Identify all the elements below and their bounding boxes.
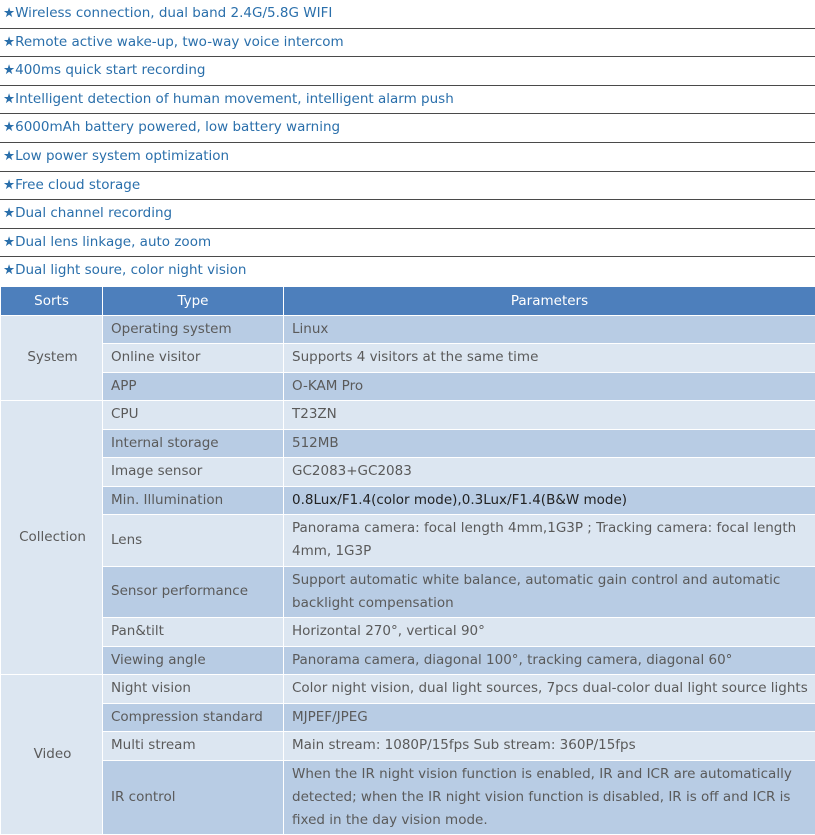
feature-item: ★Remote active wake-up, two-way voice intercom [0,29,815,58]
feature-item: ★Dual lens linkage, auto zoom [0,229,815,258]
type-cell: Compression standard [103,703,284,731]
feature-item: ★Wireless connection, dual band 2.4G/5.8G WIFI [0,0,815,29]
param-cell: When the IR night vision function is enabled, IR and ICR are automatically detected; when the IR night vision function is disabled, IR is off and ICR is fixed in the day vision mode. [284,760,815,834]
type-cell: Multi stream [103,731,284,760]
type-cell: Viewing angle [103,646,284,674]
table-row [1,372,815,400]
param-cell: Panorama camera, diagonal 100°, tracking camera, diagonal 60° [284,646,815,674]
table-row [1,514,815,566]
header-type: Type [103,286,284,315]
param-cell: Color night vision, dual light sources, 7pcs dual-color dual light source lights [284,674,815,703]
param-cell: Supports 4 visitors at the same time [284,343,815,372]
param-cell: O-KAM Pro [284,372,815,400]
type-cell: Lens [103,514,284,566]
type-cell: CPU [103,400,284,429]
table-row [1,315,815,343]
feature-item: ★Free cloud storage [0,172,815,201]
feature-item: ★Dual light soure, color night vision [0,257,815,286]
type-cell: APP [103,372,284,400]
param-cell: T23ZN [284,400,815,429]
feature-item: ★Low power system optimization [0,143,815,172]
type-cell: Internal storage [103,429,284,457]
param-cell: Linux [284,315,815,343]
feature-item: ★6000mAh battery powered, low battery warning [0,114,815,143]
sort-system: System [1,315,103,400]
header-parameters: Parameters [284,286,815,315]
table-row [1,674,815,703]
table-row [1,343,815,372]
table-row [1,646,815,674]
feature-list [0,0,815,286]
type-cell: Min. Illumination [103,486,284,514]
param-cell: 512MB [284,429,815,457]
type-cell: Sensor performance [103,566,284,617]
table-header-row [1,286,815,315]
table-row [1,760,815,834]
table-row [1,703,815,731]
table-row [1,400,815,429]
table-row [1,731,815,760]
table-row [1,457,815,486]
type-cell: Night vision [103,674,284,703]
type-cell: Online visitor [103,343,284,372]
spec-table [0,286,815,835]
param-cell: Support automatic white balance, automatic gain control and automatic backlight compensation [284,566,815,617]
table-row [1,566,815,617]
param-cell: Main stream: 1080P/15fps Sub stream: 360P/15fps [284,731,815,760]
sort-collection: Collection [1,400,103,674]
table-row [1,617,815,646]
param-cell: MJPEF/JPEG [284,703,815,731]
feature-item: ★Intelligent detection of human movement, intelligent alarm push [0,86,815,115]
param-cell: Horizontal 270°, vertical 90° [284,617,815,646]
feature-item: ★Dual channel recording [0,200,815,229]
type-cell: Image sensor [103,457,284,486]
feature-item: ★400ms quick start recording [0,57,815,86]
table-row [1,429,815,457]
table-row [1,486,815,514]
param-cell: Panorama camera: focal length 4mm,1G3P ; Tracking camera: focal length 4mm, 1G3P [284,514,815,566]
param-cell: 0.8Lux/F1.4(color mode),0.3Lux/F1.4(B&W mode) [284,486,815,514]
type-cell: Pan&tilt [103,617,284,646]
param-cell: GC2083+GC2083 [284,457,815,486]
header-sorts: Sorts [1,286,103,315]
sort-video: Video [1,674,103,834]
type-cell: Operating system [103,315,284,343]
type-cell: IR control [103,760,284,834]
